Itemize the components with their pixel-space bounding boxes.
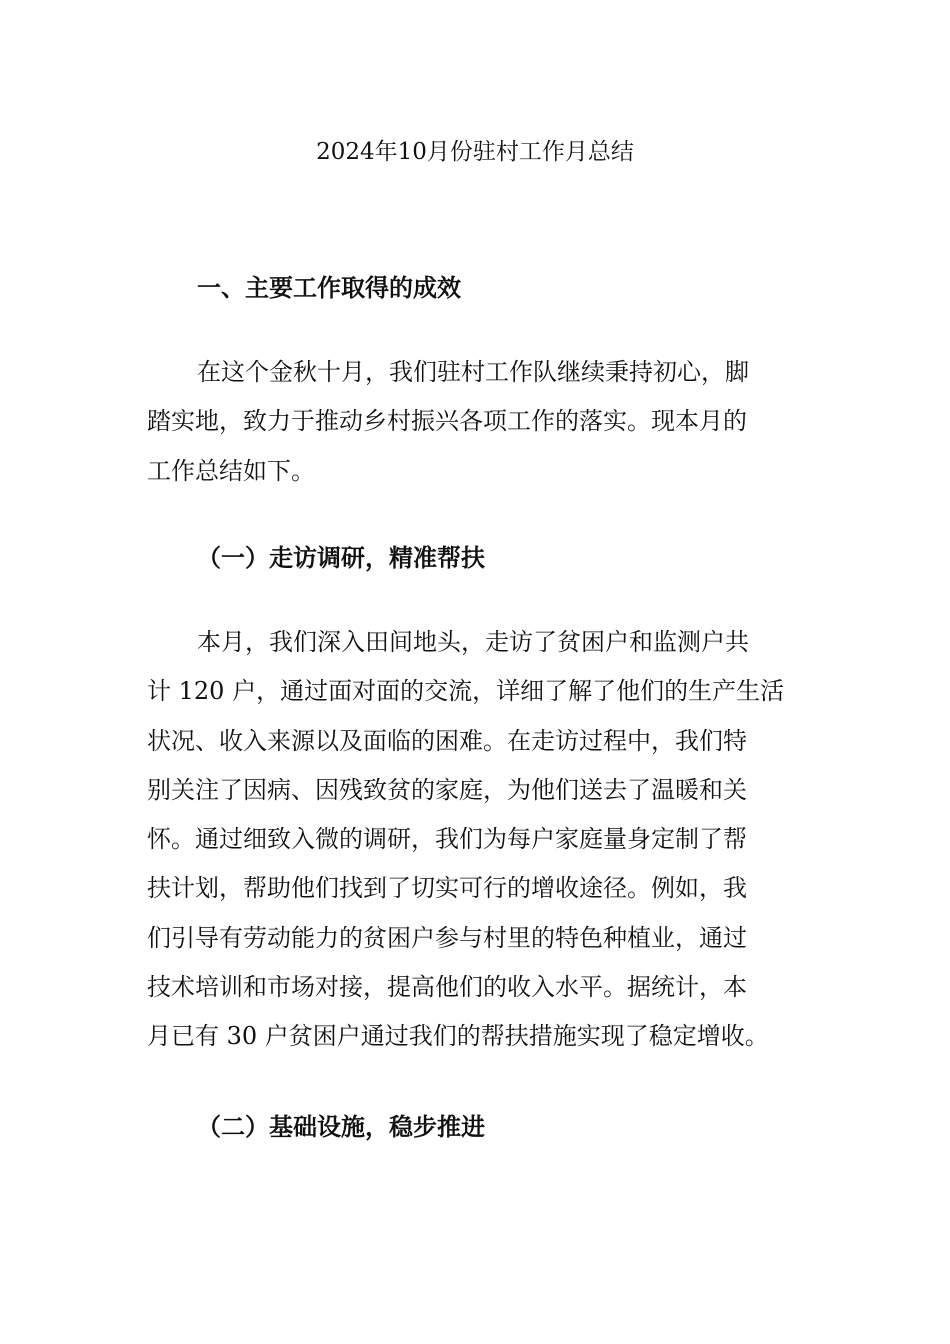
subheading-infrastructure: （二）基础设施，稳步推进: [197, 1112, 485, 1141]
paragraph-line: 踏实地，致力于推动乡村振兴各项工作的落实。现本月的: [147, 407, 747, 436]
visits-paragraph: [147, 618, 807, 1062]
paragraph-line: 计 120 户，通过面对面的交流，详细了解了他们的生产生活: [147, 677, 785, 706]
paragraph-line: 在这个金秋十月，我们驻村工作队继续秉持初心，脚: [197, 358, 749, 386]
section-heading-main-achievements: 一、主要工作取得的成效: [197, 273, 461, 302]
subheading-visits-research: （一）走访调研，精准帮扶: [197, 543, 485, 572]
paragraph-line: 本月，我们深入田间地头，走访了贫困户和监测户共: [197, 628, 749, 656]
paragraph-line: 怀。通过细致入微的调研，我们为每户家庭量身定制了帮: [147, 825, 747, 854]
paragraph-line: 工作总结如下。: [147, 456, 315, 485]
paragraph-line: 们引导有劳动能力的贫困户参与村里的特色种植业，通过: [147, 923, 747, 952]
paragraph-line: 月已有 30 户贫困户通过我们的帮扶措施实现了稳定增收。: [147, 1022, 769, 1051]
paragraph-line: 别关注了因病、因残致贫的家庭，为他们送去了温暖和关: [147, 775, 747, 804]
paragraph-line: 扶计划，帮助他们找到了切实可行的增收途径。例如，我: [147, 874, 747, 903]
paragraph-line: 技术培训和市场对接，提高他们的收入水平。据统计，本: [147, 973, 747, 1002]
intro-paragraph: [147, 348, 807, 496]
document-title: 2024年10月份驻村工作月总结: [316, 139, 634, 165]
paragraph-line: 状况、收入来源以及面临的困难。在走访过程中，我们特: [147, 726, 747, 755]
